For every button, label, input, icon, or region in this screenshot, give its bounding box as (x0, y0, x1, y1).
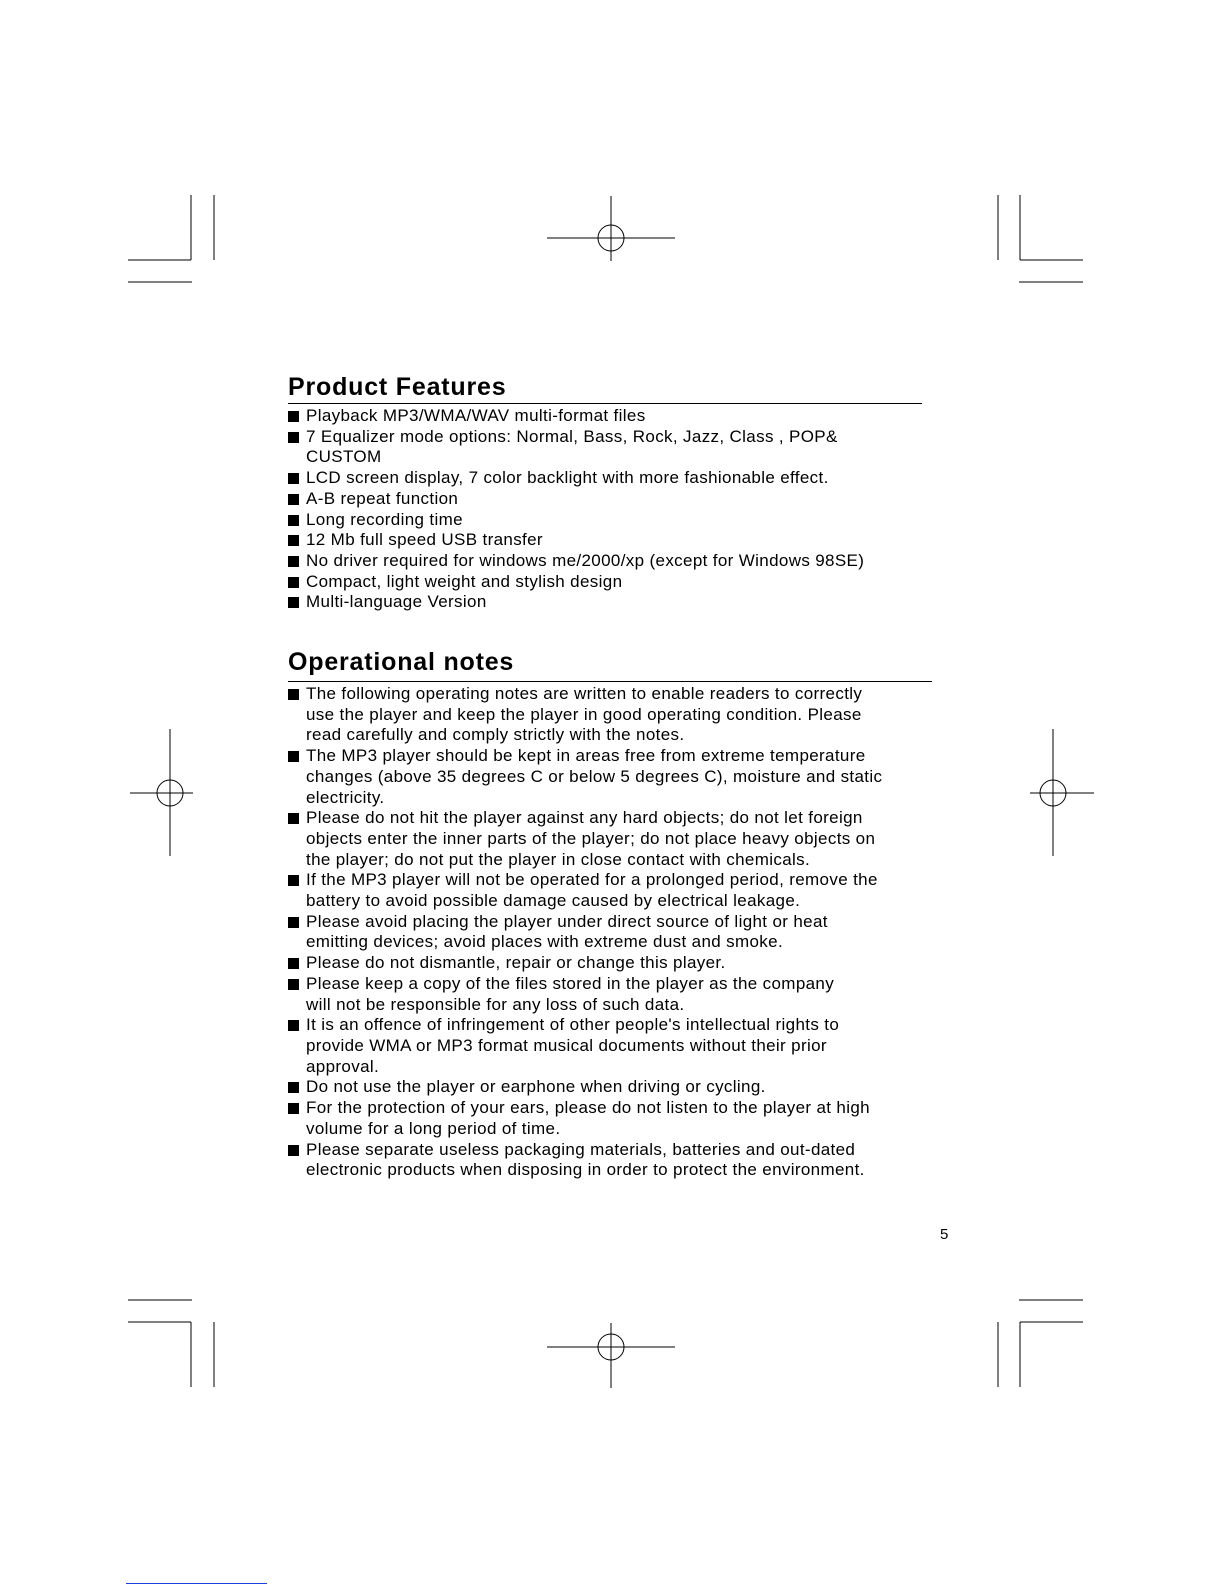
list-item: Please separate useless packaging materials, batteries and out-dated (288, 1140, 968, 1161)
bullet-square-icon (288, 751, 299, 762)
bullet-square-icon (288, 1103, 299, 1114)
list-item-continuation: the player; do not put the player in close contact with chemicals. (306, 849, 811, 869)
bullet-square-icon (288, 515, 299, 526)
bullet-square-icon (288, 958, 299, 969)
bullet-square-icon (288, 979, 299, 990)
list-item-continuation: battery to avoid possible damage caused by electrical leakage. (306, 891, 801, 911)
bullet-square-icon (288, 813, 299, 824)
crop-mark-top-left (128, 195, 214, 282)
list-item-continuation: use the player and keep the player in good operating condition. Please (306, 704, 862, 724)
section-title-product-features: Product Features (288, 373, 507, 401)
list-item: It is an offence of infringement of other people's intellectual rights to (288, 1015, 968, 1036)
list-item: If the MP3 player will not be operated for a prolonged period, remove the (288, 870, 968, 891)
bullet-square-icon (288, 917, 299, 928)
registration-mark-left (130, 729, 193, 856)
bullet-square-icon (288, 432, 299, 443)
bullet-square-icon (288, 535, 299, 546)
list-item-continuation: will not be responsible for any loss of such data. (306, 994, 685, 1014)
product-features-section (288, 372, 968, 613)
list-item-continuation: objects enter the inner parts of the player; do not place heavy objects on (306, 828, 876, 848)
bullet-square-icon (288, 875, 299, 886)
bullet-square-icon (288, 577, 299, 588)
list-item: Playback MP3/WMA/WAV multi-format files (288, 406, 968, 427)
list-item: Please do not hit the player against any hard objects; do not let foreign (288, 808, 968, 829)
list-item-continuation: emitting devices; avoid places with extreme dust and smoke. (306, 932, 784, 952)
list-item: A-B repeat function (288, 489, 968, 510)
page-number: 5 (940, 1226, 949, 1243)
list-item: Please avoid placing the player under direct source of light or heat (288, 912, 968, 933)
list-item: The MP3 player should be kept in areas free from extreme temperature (288, 746, 968, 767)
registration-mark-right (1030, 729, 1094, 856)
list-item-continuation: electronic products when disposing in order to protect the environment. (306, 1160, 865, 1180)
list-item: Please do not dismantle, repair or change this player. (288, 953, 968, 974)
bullet-square-icon (288, 411, 299, 422)
list-item-continuation: changes (above 35 degrees C or below 5 degrees C), moisture and static (306, 766, 883, 786)
crop-mark-bottom-left (128, 1300, 214, 1387)
section-divider (288, 403, 922, 404)
list-item-continuation: read carefully and comply strictly with the notes. (306, 725, 685, 745)
list-item-continuation: CUSTOM (306, 447, 382, 467)
list-item: Long recording time (288, 510, 968, 531)
list-item-continuation: volume for a long period of time. (306, 1118, 561, 1138)
bullet-square-icon (288, 1082, 299, 1093)
bullet-square-icon (288, 1145, 299, 1156)
bullet-square-icon (288, 1020, 299, 1031)
bullet-square-icon (288, 597, 299, 608)
bullet-square-icon (288, 689, 299, 700)
list-item: Please keep a copy of the files stored in the player as the company (288, 974, 968, 995)
crop-mark-top-right (998, 195, 1083, 282)
registration-mark-top (547, 196, 675, 261)
list-item-continuation: provide WMA or MP3 format musical documents without their prior (306, 1035, 827, 1055)
bullet-square-icon (288, 556, 299, 567)
list-item: Compact, light weight and stylish design (288, 572, 968, 593)
operational-notes-section (288, 647, 968, 1181)
list-item: LCD screen display, 7 color backlight with more fashionable effect. (288, 468, 968, 489)
features-list (288, 406, 968, 613)
section-title-operational-notes: Operational notes (288, 648, 515, 677)
bullet-square-icon (288, 473, 299, 484)
list-item: 7 Equalizer mode options: Normal, Bass, Rock, Jazz, Class , POP& (288, 427, 968, 448)
list-item-continuation: electricity. (306, 787, 385, 807)
list-item: No driver required for windows me/2000/xp (except for Windows 98SE) (288, 551, 968, 572)
link-underline[interactable] (126, 1583, 267, 1584)
crop-mark-bottom-right (998, 1300, 1083, 1387)
list-item: For the protection of your ears, please do not listen to the player at high (288, 1098, 968, 1119)
list-item: 12 Mb full speed USB transfer (288, 530, 968, 551)
list-item: The following operating notes are written to enable readers to correctly (288, 684, 968, 705)
bullet-square-icon (288, 494, 299, 505)
section-divider (288, 681, 932, 682)
page-content (288, 372, 968, 1181)
list-item-continuation: approval. (306, 1056, 380, 1076)
registration-mark-bottom (547, 1323, 675, 1388)
notes-list (288, 684, 968, 1181)
list-item: Multi-language Version (288, 592, 968, 613)
list-item: Do not use the player or earphone when driving or cycling. (288, 1077, 968, 1098)
